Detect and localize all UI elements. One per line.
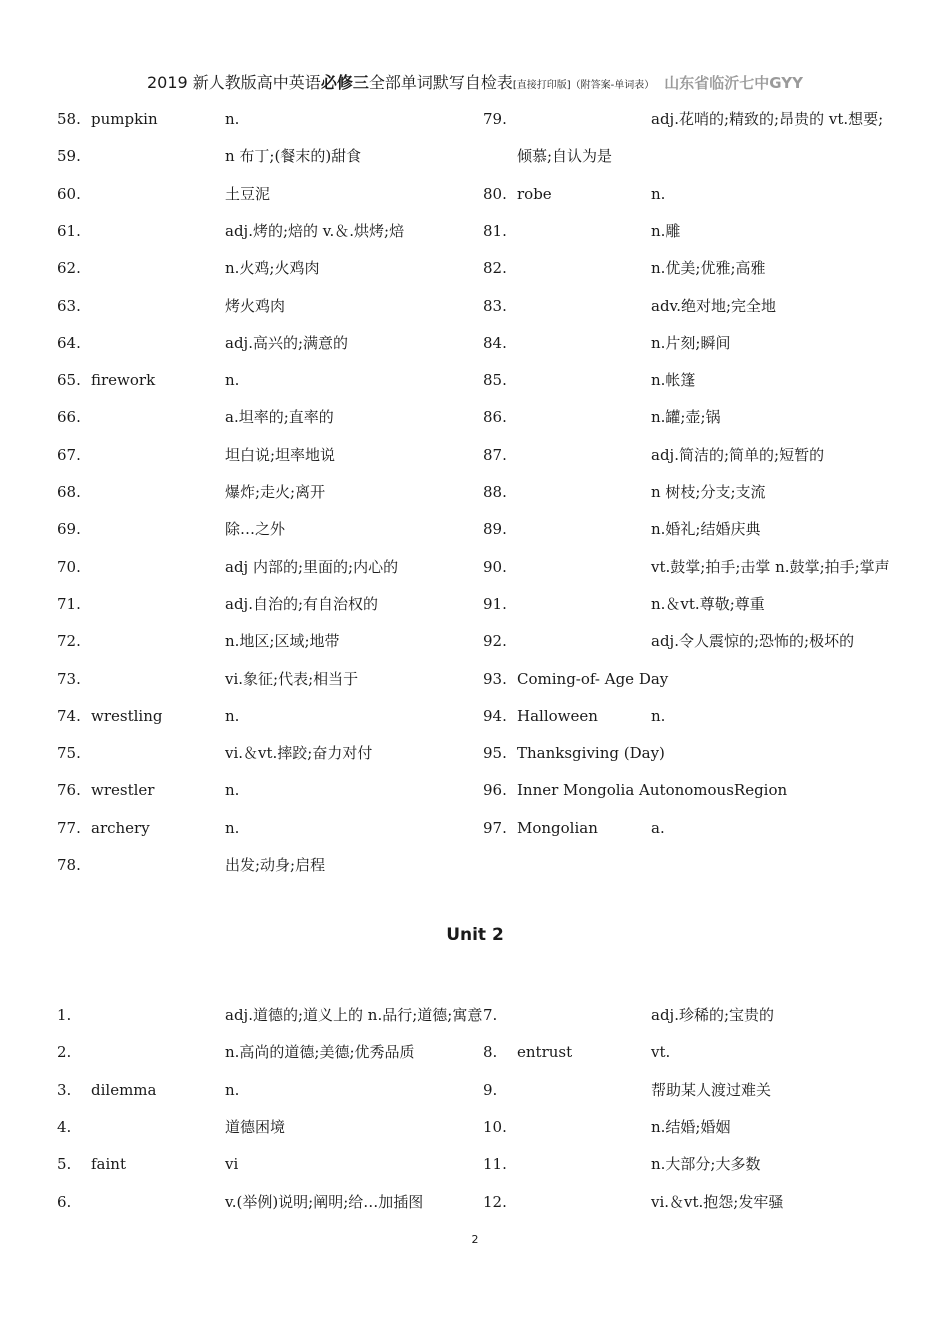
- item-word: wrestling: [91, 706, 163, 725]
- item-number: 76.: [57, 781, 81, 800]
- item-meaning: adj 内部的;里面的;内心的: [225, 557, 399, 576]
- item-word: firework: [91, 371, 156, 390]
- item-number: 75.: [57, 744, 81, 763]
- item-meaning: n.: [225, 706, 240, 725]
- item-word: pumpkin: [91, 110, 158, 128]
- item-number: 58.: [57, 110, 81, 128]
- item-word: Mongolian: [517, 818, 598, 837]
- item-meaning: n.: [225, 1080, 240, 1099]
- item-number: 80.: [483, 184, 507, 203]
- item-word: dilemma: [91, 1080, 157, 1099]
- item-number: 68.: [57, 483, 81, 501]
- item-number: 88.: [483, 483, 507, 501]
- item-number: 94.: [483, 706, 507, 725]
- item-meaning: n.片刻;瞬间: [651, 333, 731, 352]
- item-meaning: n.火鸡;火鸡肉: [225, 259, 320, 278]
- item-number: 62.: [57, 259, 81, 278]
- item-meaning: 道德困境: [225, 1117, 286, 1136]
- item-meaning: adj.烤的;焙的 v.＆.烘烤;焙: [225, 221, 405, 240]
- item-meaning: 烤火鸡肉: [225, 296, 286, 315]
- item-number: 8.: [483, 1043, 498, 1062]
- item-number: 81.: [483, 221, 507, 240]
- item-number: 67.: [57, 445, 81, 464]
- item-meaning: n.: [651, 706, 666, 725]
- item-number: 73.: [57, 669, 81, 688]
- item-number: 85.: [483, 371, 507, 390]
- header-title-bold: 必修三: [320, 73, 369, 92]
- item-number: 84.: [483, 333, 507, 352]
- page-number: 2: [471, 1233, 479, 1246]
- item-number: 69.: [57, 520, 81, 539]
- item-number: 96.: [483, 781, 507, 800]
- item-meaning: vt.鼓掌;拍手;击掌 n.鼓掌;拍手;掌声: [651, 557, 890, 576]
- item-meaning: adv.绝对地;完全地: [651, 296, 777, 315]
- item-number: 91.: [483, 594, 507, 613]
- item-meaning: adj.花哨的;精致的;昂贵的 vt.想要;: [651, 110, 884, 128]
- item-meaning: vi.＆vt.抱怨;发牢骚: [651, 1192, 784, 1211]
- page-header: [0, 70, 950, 93]
- item-number: 3.: [57, 1080, 72, 1099]
- item-meaning: n.地区;区域;地带: [225, 632, 340, 651]
- item-meaning: 出发;动身;启程: [225, 856, 326, 874]
- item-meaning: vt.: [651, 1043, 671, 1062]
- item-number: 92.: [483, 632, 507, 651]
- item-meaning: n 布丁;(餐末的)甜食: [225, 147, 362, 166]
- item-word: Thanksgiving (Day): [517, 744, 665, 763]
- item-number: 6.: [57, 1192, 72, 1211]
- unit2-title: Unit 2: [446, 925, 504, 945]
- item-number: 78.: [57, 856, 81, 874]
- item-word: wrestler: [91, 781, 155, 800]
- item-number: 79.: [483, 110, 507, 128]
- item-meaning: n.＆vt.尊敬;尊重: [651, 594, 765, 613]
- item-number: 2.: [57, 1043, 72, 1062]
- item-meaning: n.: [225, 371, 240, 390]
- item-word: archery: [91, 818, 150, 837]
- item-meaning: vi.＆vt.摔跤;奋力对付: [225, 744, 373, 763]
- item-meaning: n.: [225, 818, 240, 837]
- item-number: 93.: [483, 669, 507, 688]
- item-meaning: adj.自治的;有自治权的: [225, 594, 379, 613]
- item-meaning: n.: [651, 184, 666, 203]
- item-number: 87.: [483, 445, 507, 464]
- item-word: Inner Mongolia AutonomousRegion: [517, 781, 788, 800]
- item-number: 59.: [57, 147, 81, 166]
- item-meaning: 爆炸;走火;离开: [225, 483, 326, 501]
- item-word: entrust: [517, 1043, 573, 1062]
- item-meaning: adj.珍稀的;宝贵的: [651, 1006, 775, 1024]
- item-meaning: adj.简洁的;简单的;短暂的: [651, 445, 825, 464]
- item-meaning: n.: [225, 781, 240, 800]
- item-number: 77.: [57, 818, 81, 837]
- item-meaning: n.大部分;大多数: [651, 1155, 761, 1174]
- item-number: 63.: [57, 296, 81, 315]
- item-meaning: n.优美;优雅;高雅: [651, 259, 766, 278]
- item-number: 60.: [57, 184, 81, 203]
- item-number: 11.: [483, 1155, 507, 1174]
- item-number: 61.: [57, 221, 81, 240]
- item-number: 64.: [57, 333, 81, 352]
- item-meaning: 坦白说;坦率地说: [225, 445, 336, 464]
- item-meaning: vi: [225, 1155, 239, 1174]
- item-number: 7.: [483, 1006, 498, 1024]
- item-number: 5.: [57, 1155, 72, 1174]
- item-number: 72.: [57, 632, 81, 651]
- item-number: 71.: [57, 594, 81, 613]
- header-title: 2019 新人教版高中英语: [147, 73, 321, 92]
- item-number: 65.: [57, 371, 81, 390]
- item-number: 97.: [483, 818, 507, 837]
- item-meaning: n.雕: [651, 221, 681, 240]
- watermark: 山东省临沂七中GYY: [664, 74, 803, 92]
- item-number: 9.: [483, 1080, 498, 1099]
- item-meaning: n.帐篷: [651, 371, 696, 390]
- item-word: robe: [517, 184, 552, 203]
- item-meaning: adj.道德的;道义上的 n.品行;道德;寓意: [225, 1006, 483, 1024]
- item-meaning: 除…之外: [225, 520, 286, 539]
- item-meaning: vi.象征;代表;相当于: [225, 669, 359, 688]
- item-number: 95.: [483, 744, 507, 763]
- item-meaning: n.: [225, 110, 240, 128]
- item-word: Coming-of- Age Day: [517, 669, 669, 688]
- item-number: 1.: [57, 1006, 72, 1024]
- item-number: 89.: [483, 520, 507, 539]
- item-number: 86.: [483, 408, 507, 427]
- item-meaning: adj.高兴的;满意的: [225, 333, 349, 352]
- item-meaning: n.罐;壶;锅: [651, 408, 721, 427]
- item-meaning-continued: 倾慕;自认为是: [517, 147, 613, 165]
- item-number: 82.: [483, 259, 507, 278]
- item-meaning: n.高尚的道德;美德;优秀品质: [225, 1043, 415, 1062]
- item-meaning: 帮助某人渡过难关: [651, 1080, 772, 1099]
- item-number: 66.: [57, 408, 81, 427]
- item-meaning: adj.令人震惊的;恐怖的;极坏的: [651, 632, 855, 651]
- item-word: faint: [91, 1155, 126, 1174]
- item-meaning: n.结婚;婚姻: [651, 1117, 731, 1136]
- item-meaning: a.坦率的;直率的: [225, 408, 334, 427]
- item-meaning: n.婚礼;结婚庆典: [651, 520, 761, 539]
- item-number: 70.: [57, 557, 81, 576]
- item-number: 12.: [483, 1192, 507, 1211]
- item-meaning: v.(举例)说明;阐明;给…加插图: [225, 1192, 424, 1211]
- item-meaning: a.: [651, 818, 665, 837]
- item-number: 90.: [483, 557, 507, 576]
- header-title-rest: 全部单词默写自检表: [368, 73, 513, 92]
- header-subtitle: [直接打印版]（附答案-单词表）: [512, 80, 655, 91]
- item-number: 83.: [483, 296, 507, 315]
- item-word: Halloween: [517, 706, 598, 725]
- item-meaning: 土豆泥: [225, 184, 271, 203]
- item-number: 74.: [57, 706, 81, 725]
- item-number: 4.: [57, 1117, 72, 1136]
- item-number: 10.: [483, 1117, 507, 1136]
- item-meaning: n 树枝;分支;支流: [651, 483, 766, 501]
